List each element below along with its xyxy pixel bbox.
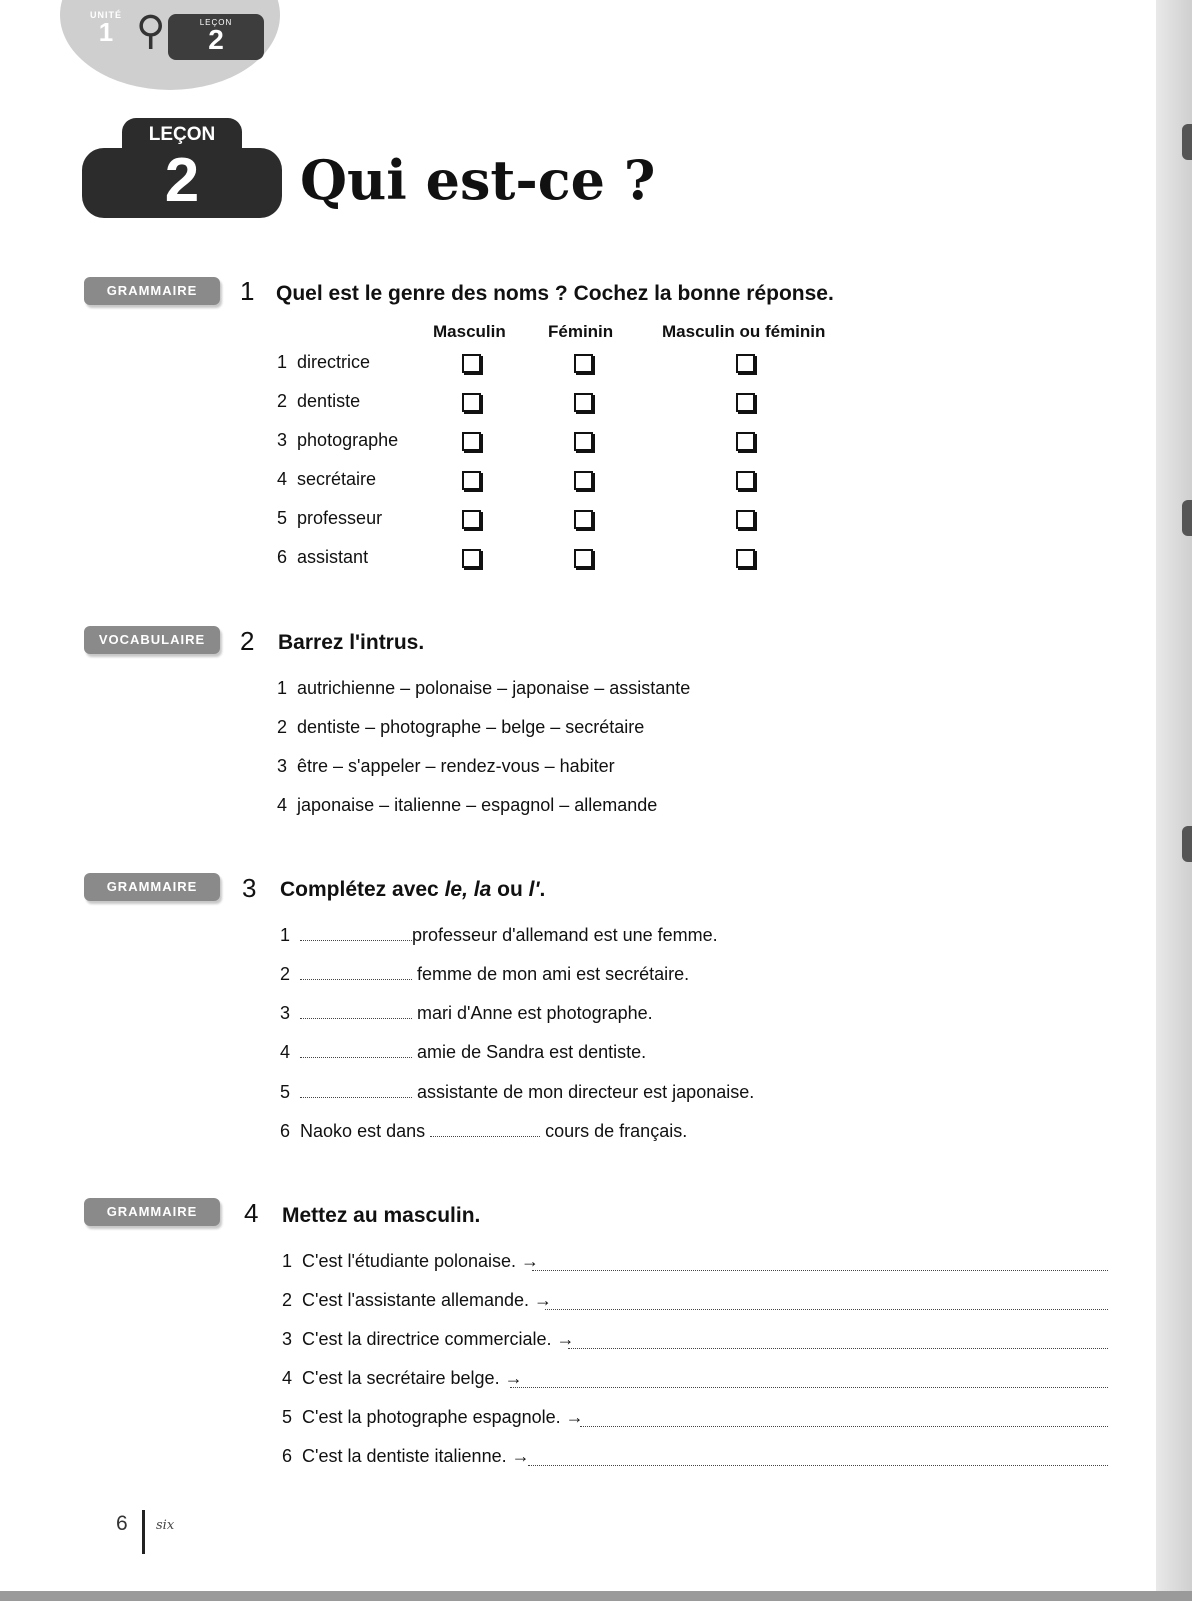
list-item: 1 autrichienne – polonaise – japonaise – assistante [277, 678, 691, 698]
answer-blank[interactable] [300, 939, 412, 941]
checkbox-feminin[interactable] [574, 432, 593, 451]
checkbox-both[interactable] [736, 549, 755, 568]
item-word: professeur [297, 508, 383, 528]
vocabulaire-tag: VOCABULAIRE [84, 626, 220, 654]
item-word: dentiste [297, 391, 361, 411]
list-item: 1 professeur d'allemand est une femme. [280, 925, 718, 945]
page-number-divider [142, 1510, 145, 1554]
answer-line[interactable] [532, 1270, 1108, 1271]
item-word: secrétaire [297, 469, 377, 489]
grammaire-tag: GRAMMAIRE [84, 1198, 220, 1226]
exercise-title: Quel est le genre des noms ? Cochez la bonne réponse. [276, 282, 834, 305]
item-number: 1 [282, 1251, 293, 1271]
item-sentence: C'est l'étudiante polonaise. → [302, 1251, 540, 1271]
list-item [282, 1446, 530, 1467]
checkbox-both[interactable] [736, 510, 755, 529]
checkbox-masculin[interactable] [462, 549, 481, 568]
answer-blank[interactable] [300, 1096, 412, 1098]
column-header-feminin: Féminin [548, 322, 614, 341]
checkbox-both[interactable] [736, 471, 755, 490]
answer-blank[interactable] [300, 1056, 412, 1058]
checkbox-feminin[interactable] [574, 354, 593, 373]
list-item: 4 amie de Sandra est dentiste. [280, 1042, 647, 1062]
lesson-badge-number: 2 [82, 148, 282, 218]
item-sentence: C'est la directrice commerciale. → [302, 1329, 575, 1349]
exercise-title: Complétez avec le, la ou l'. [280, 878, 546, 901]
edge-tab [1182, 826, 1192, 862]
page-title: Qui est-ce ? [300, 148, 656, 212]
unit-label: UNITÉ [90, 10, 122, 20]
edge-tab [1182, 124, 1192, 160]
grammaire-tag: GRAMMAIRE [84, 873, 220, 901]
checkbox-feminin[interactable] [574, 471, 593, 490]
list-item [282, 1290, 552, 1311]
column-header-masculin: Masculin [433, 322, 506, 341]
exercise-title: Mettez au masculin. [282, 1204, 481, 1227]
list-item: 4 japonaise – italienne – espagnol – allemande [277, 795, 658, 815]
checkbox-feminin[interactable] [574, 510, 593, 529]
item-number: 4 [277, 469, 288, 489]
checkbox-masculin[interactable] [462, 432, 481, 451]
checkbox-feminin[interactable] [574, 549, 593, 568]
answer-line[interactable] [510, 1387, 1108, 1388]
answer-blank[interactable] [300, 978, 412, 980]
column-header-both: Masculin ou féminin [662, 322, 826, 341]
checkbox-masculin[interactable] [462, 393, 481, 412]
table-row [277, 430, 398, 451]
item-number: 2 [277, 391, 288, 411]
item-sentence: C'est la photographe espagnole. → [302, 1407, 584, 1427]
table-row [277, 547, 368, 568]
item-number: 4 [282, 1368, 293, 1388]
list-item: 6 Naoko est dans cours de français. [280, 1121, 688, 1141]
exercise-number: 1 [240, 276, 255, 306]
answer-blank[interactable] [300, 1017, 412, 1019]
table-row [277, 352, 370, 373]
lesson-mini-label: LEÇON [199, 18, 233, 27]
answer-line[interactable] [568, 1348, 1108, 1349]
list-item [282, 1368, 523, 1389]
page-edge-shadow [1156, 0, 1192, 1601]
exercise-number: 3 [242, 873, 257, 903]
exercise-title: Barrez l'intrus. [278, 631, 425, 654]
item-sentence: C'est la dentiste italienne. → [302, 1446, 530, 1466]
item-number: 2 [282, 1290, 293, 1310]
exercise-number: 2 [240, 626, 255, 656]
answer-line[interactable] [545, 1309, 1108, 1310]
table-row [277, 469, 376, 490]
checkbox-feminin[interactable] [574, 393, 593, 412]
exercise-number: 4 [244, 1198, 259, 1228]
unit-number: 1 [98, 17, 114, 47]
checkbox-masculin[interactable] [462, 471, 481, 490]
page-number: 6 [116, 1512, 128, 1535]
page-number-word: six [156, 1518, 175, 1533]
item-number: 1 [277, 352, 288, 372]
item-number: 6 [282, 1446, 293, 1466]
answer-line[interactable] [528, 1465, 1108, 1466]
item-number: 5 [277, 508, 288, 528]
unit-badge [90, 10, 122, 47]
item-sentence: C'est l'assistante allemande. → [302, 1290, 553, 1310]
list-item: 3 mari d'Anne est photographe. [280, 1003, 653, 1023]
item-word: directrice [297, 352, 371, 372]
checkbox-both[interactable] [736, 393, 755, 412]
bottom-border [0, 1591, 1192, 1601]
lesson-mini-number: 2 [208, 24, 224, 55]
table-row [277, 508, 382, 529]
checkbox-both[interactable] [736, 354, 755, 373]
checkbox-both[interactable] [736, 432, 755, 451]
list-item: 5 assistante de mon directeur est japonaise. [280, 1082, 755, 1102]
edge-tab [1182, 500, 1192, 536]
list-item [282, 1329, 575, 1350]
item-word: assistant [297, 547, 369, 567]
checkbox-masculin[interactable] [462, 354, 481, 373]
grammaire-tag: GRAMMAIRE [84, 277, 220, 305]
lesson-badge-label: LEÇON [122, 118, 242, 152]
lesson-badge [82, 118, 282, 218]
item-number: 6 [277, 547, 288, 567]
item-number: 3 [282, 1329, 293, 1349]
item-word: photographe [297, 430, 399, 450]
table-row [277, 391, 360, 412]
checkbox-masculin[interactable] [462, 510, 481, 529]
answer-line[interactable] [580, 1426, 1108, 1427]
item-number: 3 [277, 430, 288, 450]
answer-blank[interactable] [430, 1135, 540, 1137]
list-item: 3 être – s'appeler – rendez-vous – habiter [277, 756, 615, 776]
list-item [282, 1407, 584, 1428]
item-sentence: C'est la secrétaire belge. → [302, 1368, 523, 1388]
waiter-figure-icon: ⚲ [136, 9, 166, 53]
list-item: 2 femme de mon ami est secrétaire. [280, 964, 690, 984]
item-number: 5 [282, 1407, 293, 1427]
list-item [282, 1251, 539, 1272]
lesson-mini-badge [168, 14, 264, 60]
list-item: 2 dentiste – photographe – belge – secrétaire [277, 717, 645, 737]
